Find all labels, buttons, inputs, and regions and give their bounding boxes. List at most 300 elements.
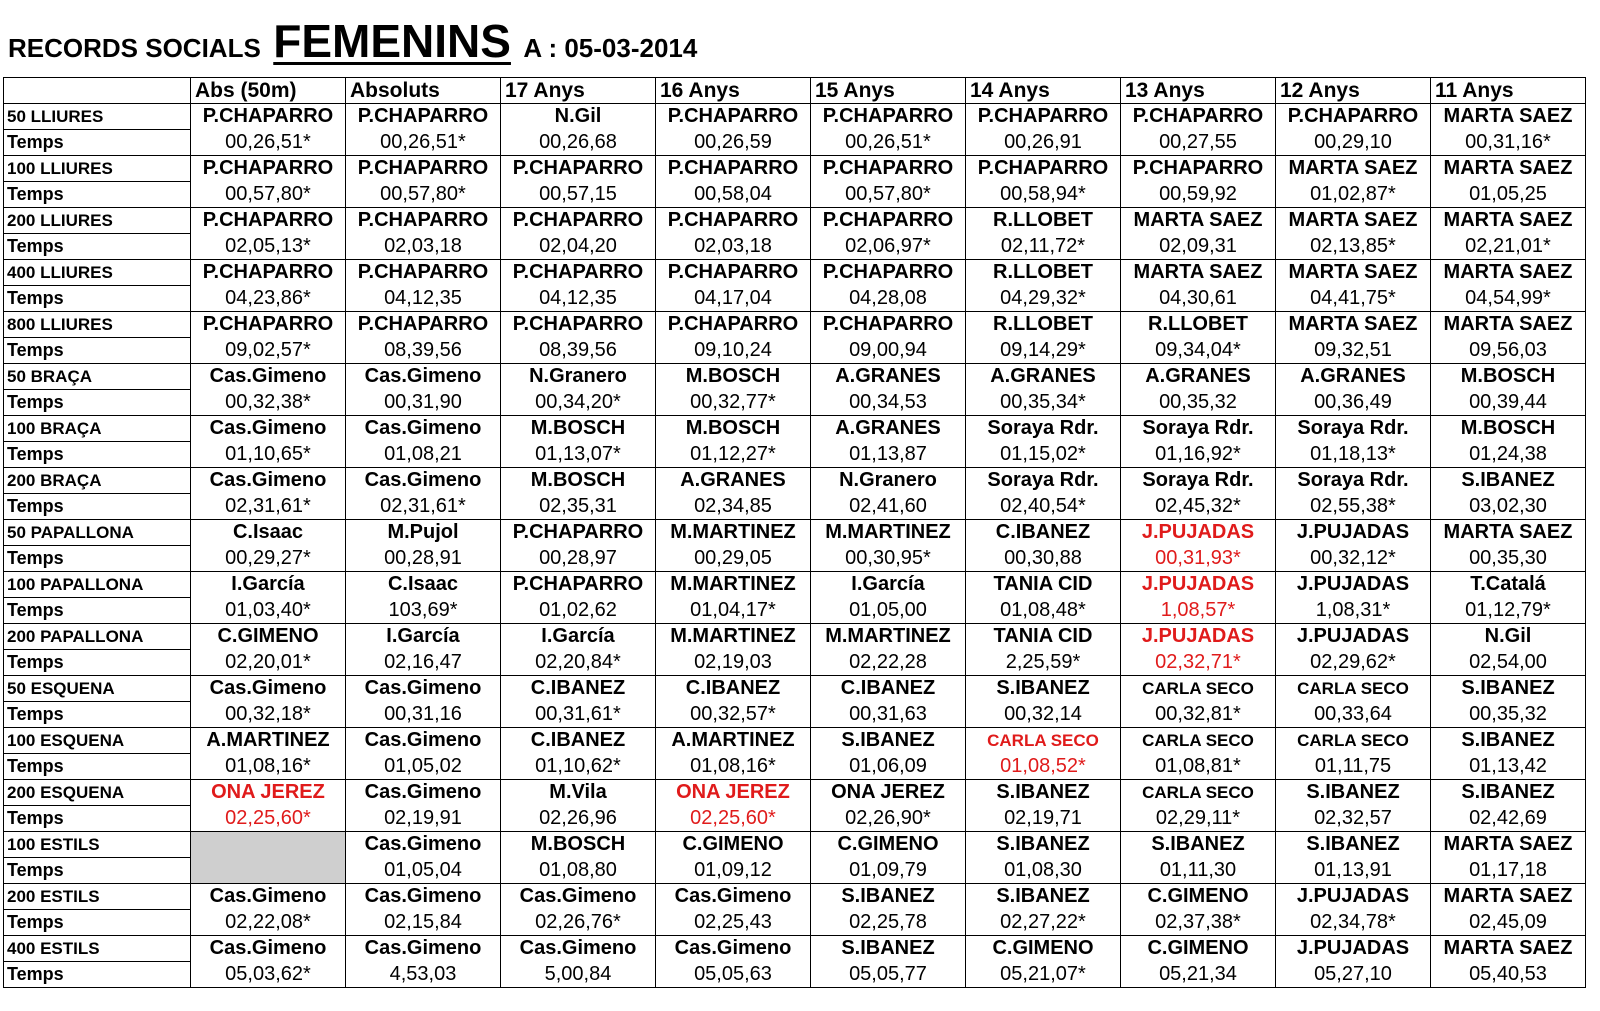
record-holder: CARLA SECO bbox=[1276, 728, 1431, 754]
record-holder: J.PUJADAS bbox=[1276, 624, 1431, 650]
record-holder: Cas.Gimeno bbox=[501, 936, 656, 962]
page-title bbox=[8, 14, 697, 72]
record-time: 00,30,95* bbox=[811, 546, 966, 572]
record-time: 00,32,57* bbox=[656, 702, 811, 728]
record-holder: M.MARTINEZ bbox=[656, 624, 811, 650]
record-holder: P.CHAPARRO bbox=[191, 156, 346, 182]
record-time: 01,08,80 bbox=[501, 858, 656, 884]
event-name-row bbox=[4, 312, 1586, 338]
record-time: 00,29,05 bbox=[656, 546, 811, 572]
record-time: 01,05,25 bbox=[1431, 182, 1586, 208]
record-time: 01,12,79* bbox=[1431, 598, 1586, 624]
record-time: 01,24,38 bbox=[1431, 442, 1586, 468]
record-holder: A.GRANES bbox=[811, 416, 966, 442]
records-table bbox=[3, 77, 1586, 988]
record-holder: S.IBANEZ bbox=[1431, 676, 1586, 702]
record-holder: MARTA SAEZ bbox=[1121, 208, 1276, 234]
record-holder: A.GRANES bbox=[1121, 364, 1276, 390]
event-time-row bbox=[4, 286, 1586, 312]
column-header: 11 Anys bbox=[1431, 78, 1586, 104]
time-label: Temps bbox=[4, 130, 191, 156]
event-label: 100 ESQUENA bbox=[4, 728, 191, 754]
record-holder: Cas.Gimeno bbox=[191, 936, 346, 962]
record-time: 02,26,96 bbox=[501, 806, 656, 832]
record-time: 02,40,54* bbox=[966, 494, 1121, 520]
title-date: A : 05-03-2014 bbox=[523, 33, 698, 63]
record-time: 02,41,60 bbox=[811, 494, 966, 520]
record-holder: P.CHAPARRO bbox=[656, 208, 811, 234]
record-holder: P.CHAPARRO bbox=[656, 312, 811, 338]
time-label: Temps bbox=[4, 962, 191, 988]
record-time: 00,26,51* bbox=[191, 130, 346, 156]
event-label: 100 ESTILS bbox=[4, 832, 191, 858]
record-holder: C.IBANEZ bbox=[501, 676, 656, 702]
record-holder: S.IBANEZ bbox=[1276, 832, 1431, 858]
record-holder: S.IBANEZ bbox=[966, 780, 1121, 806]
record-time: 09,34,04* bbox=[1121, 338, 1276, 364]
record-time: 00,32,14 bbox=[966, 702, 1121, 728]
record-time: 02,54,00 bbox=[1431, 650, 1586, 676]
record-time: 01,08,21 bbox=[346, 442, 501, 468]
record-time: 02,20,01* bbox=[191, 650, 346, 676]
record-time: 00,32,38* bbox=[191, 390, 346, 416]
record-holder: C.GIMENO bbox=[1121, 936, 1276, 962]
record-time: 02,11,72* bbox=[966, 234, 1121, 260]
record-time: 02,05,13* bbox=[191, 234, 346, 260]
time-label: Temps bbox=[4, 910, 191, 936]
event-name-row bbox=[4, 104, 1586, 130]
record-time: 01,08,30 bbox=[966, 858, 1121, 884]
record-time: 1,08,57* bbox=[1121, 598, 1276, 624]
event-name-row bbox=[4, 780, 1586, 806]
event-label: 800 LLIURES bbox=[4, 312, 191, 338]
record-time: 03,02,30 bbox=[1431, 494, 1586, 520]
record-time: 08,39,56 bbox=[501, 338, 656, 364]
record-holder: MARTA SAEZ bbox=[1121, 260, 1276, 286]
record-holder: R.LLOBET bbox=[966, 208, 1121, 234]
event-time-row bbox=[4, 806, 1586, 832]
record-time: 103,69* bbox=[346, 598, 501, 624]
record-time: 00,26,68 bbox=[501, 130, 656, 156]
record-holder: Cas.Gimeno bbox=[191, 676, 346, 702]
record-holder: Cas.Gimeno bbox=[346, 364, 501, 390]
record-time: 05,21,07* bbox=[966, 962, 1121, 988]
record-holder: T.Catalá bbox=[1431, 572, 1586, 598]
record-time: 02,29,11* bbox=[1121, 806, 1276, 832]
record-holder: Cas.Gimeno bbox=[191, 468, 346, 494]
event-label: 100 BRAÇA bbox=[4, 416, 191, 442]
time-label: Temps bbox=[4, 806, 191, 832]
event-label: 200 PAPALLONA bbox=[4, 624, 191, 650]
event-time-row bbox=[4, 858, 1586, 884]
column-header: 14 Anys bbox=[966, 78, 1121, 104]
record-time: 02,16,47 bbox=[346, 650, 501, 676]
record-time: 04,54,99* bbox=[1431, 286, 1586, 312]
record-time: 02,27,22* bbox=[966, 910, 1121, 936]
record-time: 01,13,87 bbox=[811, 442, 966, 468]
time-label: Temps bbox=[4, 234, 191, 260]
record-time: 01,05,02 bbox=[346, 754, 501, 780]
record-time: 02,13,85* bbox=[1276, 234, 1431, 260]
record-holder: M.BOSCH bbox=[656, 364, 811, 390]
record-time: 01,11,30 bbox=[1121, 858, 1276, 884]
record-holder: Cas.Gimeno bbox=[346, 780, 501, 806]
record-holder: Cas.Gimeno bbox=[346, 832, 501, 858]
time-label: Temps bbox=[4, 546, 191, 572]
record-time: 04,17,04 bbox=[656, 286, 811, 312]
event-time-row bbox=[4, 130, 1586, 156]
record-time: 05,40,53 bbox=[1431, 962, 1586, 988]
event-time-row bbox=[4, 494, 1586, 520]
record-time: 00,35,32 bbox=[1431, 702, 1586, 728]
record-holder: M.Pujol bbox=[346, 520, 501, 546]
record-time: 04,12,35 bbox=[346, 286, 501, 312]
record-time: 02,25,78 bbox=[811, 910, 966, 936]
record-holder: S.IBANEZ bbox=[966, 884, 1121, 910]
event-name-row bbox=[4, 208, 1586, 234]
record-time: 01,13,91 bbox=[1276, 858, 1431, 884]
record-time: 00,32,77* bbox=[656, 390, 811, 416]
record-time: 2,25,59* bbox=[966, 650, 1121, 676]
record-holder: MARTA SAEZ bbox=[1431, 520, 1586, 546]
record-time: 00,32,81* bbox=[1121, 702, 1276, 728]
event-time-row bbox=[4, 234, 1586, 260]
header-row bbox=[4, 78, 1586, 104]
record-holder: S.IBANEZ bbox=[1276, 780, 1431, 806]
record-holder: S.IBANEZ bbox=[966, 832, 1121, 858]
record-time: 02,03,18 bbox=[656, 234, 811, 260]
record-holder: A.GRANES bbox=[1276, 364, 1431, 390]
record-time: 00,35,30 bbox=[1431, 546, 1586, 572]
record-time: 02,09,31 bbox=[1121, 234, 1276, 260]
time-label: Temps bbox=[4, 494, 191, 520]
record-time: 00,30,88 bbox=[966, 546, 1121, 572]
record-holder: Soraya Rdr. bbox=[1121, 416, 1276, 442]
record-time: 00,26,51* bbox=[346, 130, 501, 156]
record-holder: Cas.Gimeno bbox=[346, 468, 501, 494]
record-holder: P.CHAPARRO bbox=[656, 156, 811, 182]
record-holder: A.GRANES bbox=[811, 364, 966, 390]
record-time: 04,12,35 bbox=[501, 286, 656, 312]
record-holder: P.CHAPARRO bbox=[346, 156, 501, 182]
record-holder: S.IBANEZ bbox=[966, 676, 1121, 702]
record-time: 09,56,03 bbox=[1431, 338, 1586, 364]
record-time: 00,34,20* bbox=[501, 390, 656, 416]
record-holder: MARTA SAEZ bbox=[1431, 260, 1586, 286]
event-label: 200 ESQUENA bbox=[4, 780, 191, 806]
record-time: 01,08,81* bbox=[1121, 754, 1276, 780]
record-time: 02,55,38* bbox=[1276, 494, 1431, 520]
record-time: 02,45,09 bbox=[1431, 910, 1586, 936]
time-label: Temps bbox=[4, 286, 191, 312]
record-holder: N.Gil bbox=[1431, 624, 1586, 650]
record-holder: P.CHAPARRO bbox=[811, 104, 966, 130]
record-time: 02,45,32* bbox=[1121, 494, 1276, 520]
record-holder bbox=[191, 832, 346, 858]
record-time: 00,31,90 bbox=[346, 390, 501, 416]
time-label: Temps bbox=[4, 858, 191, 884]
time-label: Temps bbox=[4, 338, 191, 364]
record-time: 02,32,57 bbox=[1276, 806, 1431, 832]
record-holder: P.CHAPARRO bbox=[191, 260, 346, 286]
record-holder: P.CHAPARRO bbox=[501, 156, 656, 182]
record-holder: CARLA SECO bbox=[1121, 676, 1276, 702]
record-time: 08,39,56 bbox=[346, 338, 501, 364]
record-holder: C.Isaac bbox=[346, 572, 501, 598]
record-holder: P.CHAPARRO bbox=[966, 104, 1121, 130]
record-time: 04,41,75* bbox=[1276, 286, 1431, 312]
record-time: 00,32,18* bbox=[191, 702, 346, 728]
record-holder: S.IBANEZ bbox=[811, 936, 966, 962]
event-time-row bbox=[4, 598, 1586, 624]
record-holder: I.García bbox=[811, 572, 966, 598]
record-time: 00,39,44 bbox=[1431, 390, 1586, 416]
record-holder: P.CHAPARRO bbox=[811, 156, 966, 182]
record-holder: M.BOSCH bbox=[501, 416, 656, 442]
event-time-row bbox=[4, 910, 1586, 936]
event-name-row bbox=[4, 832, 1586, 858]
event-time-row bbox=[4, 546, 1586, 572]
record-holder: C.GIMENO bbox=[966, 936, 1121, 962]
record-holder: J.PUJADAS bbox=[1276, 884, 1431, 910]
record-time: 01,09,12 bbox=[656, 858, 811, 884]
record-holder: M.BOSCH bbox=[1431, 364, 1586, 390]
record-holder: S.IBANEZ bbox=[1431, 728, 1586, 754]
record-time: 01,08,16* bbox=[656, 754, 811, 780]
record-holder: M.MARTINEZ bbox=[656, 572, 811, 598]
event-label: 50 PAPALLONA bbox=[4, 520, 191, 546]
record-holder: Cas.Gimeno bbox=[191, 416, 346, 442]
event-time-row bbox=[4, 650, 1586, 676]
record-holder: C.IBANEZ bbox=[656, 676, 811, 702]
record-time: 00,28,97 bbox=[501, 546, 656, 572]
event-label: 400 ESTILS bbox=[4, 936, 191, 962]
record-time: 00,26,59 bbox=[656, 130, 811, 156]
record-time: 01,17,18 bbox=[1431, 858, 1586, 884]
record-holder: M.BOSCH bbox=[501, 468, 656, 494]
record-holder: TANIA CID bbox=[966, 624, 1121, 650]
record-time: 01,03,40* bbox=[191, 598, 346, 624]
event-label: 200 LLIURES bbox=[4, 208, 191, 234]
record-time: 02,31,61* bbox=[346, 494, 501, 520]
record-holder: M.BOSCH bbox=[501, 832, 656, 858]
record-time: 02,22,28 bbox=[811, 650, 966, 676]
time-label: Temps bbox=[4, 702, 191, 728]
record-holder: Cas.Gimeno bbox=[191, 884, 346, 910]
record-time: 02,25,60* bbox=[656, 806, 811, 832]
event-name-row bbox=[4, 572, 1586, 598]
record-holder: MARTA SAEZ bbox=[1276, 312, 1431, 338]
record-holder: MARTA SAEZ bbox=[1431, 832, 1586, 858]
record-time: 01,04,17* bbox=[656, 598, 811, 624]
record-holder: M.BOSCH bbox=[1431, 416, 1586, 442]
record-time: 09,10,24 bbox=[656, 338, 811, 364]
record-holder: Cas.Gimeno bbox=[346, 884, 501, 910]
event-label: 400 LLIURES bbox=[4, 260, 191, 286]
event-name-row bbox=[4, 520, 1586, 546]
record-holder: J.PUJADAS bbox=[1276, 520, 1431, 546]
record-holder: Cas.Gimeno bbox=[656, 936, 811, 962]
record-holder: P.CHAPARRO bbox=[1276, 104, 1431, 130]
record-time: 02,29,62* bbox=[1276, 650, 1431, 676]
record-holder: P.CHAPARRO bbox=[191, 208, 346, 234]
record-holder: P.CHAPARRO bbox=[346, 312, 501, 338]
record-time: 02,06,97* bbox=[811, 234, 966, 260]
event-time-row bbox=[4, 182, 1586, 208]
record-time: 01,02,62 bbox=[501, 598, 656, 624]
event-time-row bbox=[4, 390, 1586, 416]
record-time: 00,29,27* bbox=[191, 546, 346, 572]
record-time: 04,23,86* bbox=[191, 286, 346, 312]
record-time: 00,59,92 bbox=[1121, 182, 1276, 208]
record-holder: CARLA SECO bbox=[1121, 728, 1276, 754]
record-holder: J.PUJADAS bbox=[1121, 520, 1276, 546]
event-time-row bbox=[4, 702, 1586, 728]
record-holder: P.CHAPARRO bbox=[191, 104, 346, 130]
record-time: 01,08,52* bbox=[966, 754, 1121, 780]
record-time bbox=[191, 858, 346, 884]
record-holder: MARTA SAEZ bbox=[1431, 312, 1586, 338]
record-time: 02,03,18 bbox=[346, 234, 501, 260]
record-holder: S.IBANEZ bbox=[811, 728, 966, 754]
record-holder: Soraya Rdr. bbox=[966, 416, 1121, 442]
record-holder: R.LLOBET bbox=[1121, 312, 1276, 338]
record-time: 00,35,32 bbox=[1121, 390, 1276, 416]
record-time: 05,03,62* bbox=[191, 962, 346, 988]
record-holder: A.MARTINEZ bbox=[656, 728, 811, 754]
record-holder: CARLA SECO bbox=[1276, 676, 1431, 702]
header-corner bbox=[4, 78, 191, 104]
record-time: 02,34,85 bbox=[656, 494, 811, 520]
record-holder: J.PUJADAS bbox=[1276, 572, 1431, 598]
record-holder: P.CHAPARRO bbox=[656, 104, 811, 130]
event-time-row bbox=[4, 442, 1586, 468]
record-holder: M.MARTINEZ bbox=[811, 520, 966, 546]
record-holder: Cas.Gimeno bbox=[346, 676, 501, 702]
record-time: 00,26,51* bbox=[811, 130, 966, 156]
record-holder: Cas.Gimeno bbox=[656, 884, 811, 910]
column-header: Absoluts bbox=[346, 78, 501, 104]
record-holder: P.CHAPARRO bbox=[346, 104, 501, 130]
record-time: 00,58,04 bbox=[656, 182, 811, 208]
record-time: 00,31,93* bbox=[1121, 546, 1276, 572]
record-time: 5,00,84 bbox=[501, 962, 656, 988]
record-holder: MARTA SAEZ bbox=[1431, 208, 1586, 234]
record-holder: C.GIMENO bbox=[656, 832, 811, 858]
record-holder: Soraya Rdr. bbox=[1121, 468, 1276, 494]
record-holder: M.MARTINEZ bbox=[656, 520, 811, 546]
record-time: 02,20,84* bbox=[501, 650, 656, 676]
record-holder: M.MARTINEZ bbox=[811, 624, 966, 650]
record-holder: A.GRANES bbox=[656, 468, 811, 494]
record-time: 02,26,90* bbox=[811, 806, 966, 832]
record-holder: S.IBANEZ bbox=[1121, 832, 1276, 858]
record-holder: Soraya Rdr. bbox=[1276, 416, 1431, 442]
record-time: 01,06,09 bbox=[811, 754, 966, 780]
record-time: 02,35,31 bbox=[501, 494, 656, 520]
record-holder: M.Vila bbox=[501, 780, 656, 806]
record-holder: C.Isaac bbox=[191, 520, 346, 546]
record-time: 02,42,69 bbox=[1431, 806, 1586, 832]
record-time: 02,32,71* bbox=[1121, 650, 1276, 676]
record-holder: Cas.Gimeno bbox=[346, 416, 501, 442]
record-time: 01,10,62* bbox=[501, 754, 656, 780]
record-time: 01,08,48* bbox=[966, 598, 1121, 624]
record-holder: MARTA SAEZ bbox=[1431, 156, 1586, 182]
record-time: 04,29,32* bbox=[966, 286, 1121, 312]
record-holder: C.GIMENO bbox=[1121, 884, 1276, 910]
record-holder: CARLA SECO bbox=[1121, 780, 1276, 806]
record-holder: MARTA SAEZ bbox=[1431, 104, 1586, 130]
record-time: 00,31,61* bbox=[501, 702, 656, 728]
record-holder: C.IBANEZ bbox=[501, 728, 656, 754]
record-time: 05,05,77 bbox=[811, 962, 966, 988]
column-header: 16 Anys bbox=[656, 78, 811, 104]
record-holder: R.LLOBET bbox=[966, 260, 1121, 286]
record-holder: P.CHAPARRO bbox=[811, 208, 966, 234]
event-name-row bbox=[4, 416, 1586, 442]
record-time: 02,25,60* bbox=[191, 806, 346, 832]
record-time: 02,15,84 bbox=[346, 910, 501, 936]
record-holder: S.IBANEZ bbox=[1431, 468, 1586, 494]
time-label: Temps bbox=[4, 390, 191, 416]
time-label: Temps bbox=[4, 754, 191, 780]
record-holder: A.MARTINEZ bbox=[191, 728, 346, 754]
record-holder: I.García bbox=[346, 624, 501, 650]
record-time: 00,58,94* bbox=[966, 182, 1121, 208]
record-holder: I.García bbox=[191, 572, 346, 598]
event-label: 100 LLIURES bbox=[4, 156, 191, 182]
record-holder: J.PUJADAS bbox=[1121, 572, 1276, 598]
record-time: 01,09,79 bbox=[811, 858, 966, 884]
record-time: 00,33,64 bbox=[1276, 702, 1431, 728]
column-header: Abs (50m) bbox=[191, 78, 346, 104]
record-holder: MARTA SAEZ bbox=[1276, 208, 1431, 234]
record-time: 01,05,00 bbox=[811, 598, 966, 624]
event-name-row bbox=[4, 468, 1586, 494]
record-time: 02,19,91 bbox=[346, 806, 501, 832]
record-time: 00,57,80* bbox=[346, 182, 501, 208]
record-holder: TANIA CID bbox=[966, 572, 1121, 598]
record-time: 02,21,01* bbox=[1431, 234, 1586, 260]
record-holder: P.CHAPARRO bbox=[501, 312, 656, 338]
record-holder: N.Gil bbox=[501, 104, 656, 130]
record-time: 05,05,63 bbox=[656, 962, 811, 988]
record-holder: C.IBANEZ bbox=[966, 520, 1121, 546]
column-header: 12 Anys bbox=[1276, 78, 1431, 104]
record-time: 01,15,02* bbox=[966, 442, 1121, 468]
record-time: 00,28,91 bbox=[346, 546, 501, 572]
record-holder: S.IBANEZ bbox=[1431, 780, 1586, 806]
record-time: 02,22,08* bbox=[191, 910, 346, 936]
record-holder: P.CHAPARRO bbox=[966, 156, 1121, 182]
record-holder: CARLA SECO bbox=[966, 728, 1121, 754]
event-time-row bbox=[4, 754, 1586, 780]
record-time: 00,31,16 bbox=[346, 702, 501, 728]
record-time: 02,26,76* bbox=[501, 910, 656, 936]
record-time: 02,31,61* bbox=[191, 494, 346, 520]
record-time: 01,13,07* bbox=[501, 442, 656, 468]
record-time: 09,14,29* bbox=[966, 338, 1121, 364]
record-holder: P.CHAPARRO bbox=[501, 572, 656, 598]
record-holder: C.IBANEZ bbox=[811, 676, 966, 702]
event-label: 200 BRAÇA bbox=[4, 468, 191, 494]
record-time: 00,27,55 bbox=[1121, 130, 1276, 156]
record-time: 02,04,20 bbox=[501, 234, 656, 260]
column-header: 13 Anys bbox=[1121, 78, 1276, 104]
column-header: 15 Anys bbox=[811, 78, 966, 104]
record-time: 00,36,49 bbox=[1276, 390, 1431, 416]
